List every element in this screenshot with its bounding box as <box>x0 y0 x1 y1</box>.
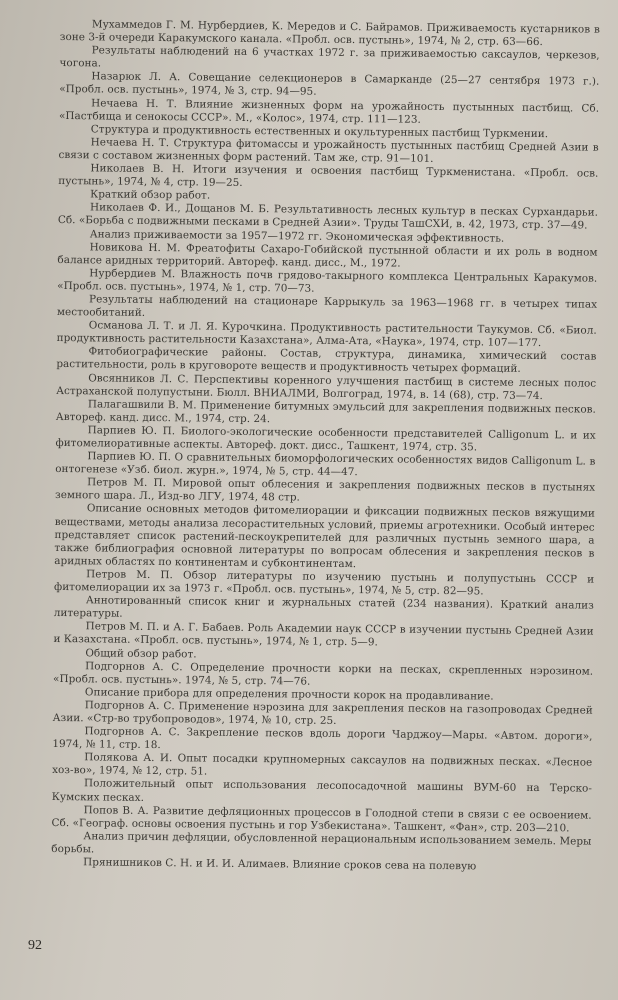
entry-annotation: Краткий обзор работ. <box>90 188 211 202</box>
entry-annotation: Анализ причин дефляции, обусловленной нерациональным использованием земель. Меры борьбы. <box>51 830 592 856</box>
entry-annotation: Описание основных методов фитомелиорации и фиксации подвижных песков вяжущими веществами, методы анализа лесорастительных условий, приемы агротехники. Особый интерес представляет список растений-пескоукрепителей для различных пустынь земного шара, а также библиография основной литературы по вопросам облесения и закрепления песков в аридных областях по континентам и субконтинентам. <box>54 502 595 570</box>
bibliography-entry: Османова Л. Т. и Л. Я. Курочкина. Продуктивность растительности Таукумов. Сб. «Биол. продуктивность растительности Казахстана», Алма-Ата, «Наука», 1974, стр. 107—177. <box>56 319 597 350</box>
entry-annotation: Результаты наблюдений на 6 участках 1972 г. за приживаемостью саксаулов, черкезов, чогона. <box>59 44 600 70</box>
bibliography-entry: Подгорнов А. С. Закрепление песков вдоль дороги Чарджоу—Мары. «Автом. дороги», 1974, № 11, стр. 18. <box>52 725 593 752</box>
bibliography-list <box>51 18 600 875</box>
bibliography-entry: Овсянников Л. С. Перспективы коренного улучшения пастбищ в системе лесных полос Астраханской полупустыни. Бюлл. ВНИАЛМИ, Волгоград, 1974, в. 14 (68), стр. 73—74. <box>56 371 597 402</box>
entry-annotation: Фитобиографические районы. Состав, структура, динамика, химический состав растительности, роль в круговороте веществ и продуктивность четырех формаций. <box>56 345 597 376</box>
bibliography-entry: Парпиев Ю. П. Биолого-экологические особенности представителей Calligonum L. и их фитомелиоративные аспекты. Автореф. докт. дисс., Ташкент, 1974, стр. 35. <box>55 424 596 454</box>
bibliography-entry: Подгорнов А. С. Определение прочности корки на песках, скрепленных нэрозином. «Пробл. осв. пустынь». 1974, № 5, стр. 74—76. <box>53 659 594 688</box>
bibliography-entry: Петров М. П. и А. Г. Бабаев. Роль Академии наук СССР в изучении пустынь Средней Азии и Казахстана. «Пробл. осв. пустынь», 1974, № 1, стр. 5—9. <box>53 620 594 649</box>
entry-annotation: Общий обзор работ. <box>85 646 197 660</box>
entry-annotation: Положительный опыт использования лесопосадочной машины ВУМ-60 на Терско-Кумских песках. <box>51 777 593 804</box>
entry-annotation: Описание прибора для определения прочности корок на продавливание. <box>84 686 494 703</box>
bibliography-entry: Нечаева Н. Т. Влияние жизненных форм на урожайность пустынных пастбищ. Сб. «Пастбища и сенокосы СССР». М., «Колос», 1974, стр. 111—123. <box>58 96 600 126</box>
entry-annotation: Аннотированный список книг и журнальных статей (234 названия). Краткий анализ литературы. <box>53 594 594 620</box>
bibliography-entry: Новикова Н. М. Фреатофиты Сахаро-Гобийской пустынной области и их роль в водном балансе аридных территорий. Автореф. канд. дисс., М., 1972. <box>57 240 598 270</box>
bibliography-entry: Мухаммедов Г. М. Нурбердиев, К. Мередов и С. Байрамов. Приживаемость кустарников в зоне 3-й очереди Каракумского канала. «Пробл. осв. пустынь», 1974, № 2, стр. 63—66. <box>59 18 600 49</box>
bibliography-entry: Палагашвили В. М. Применение битумных эмульсий для закрепления подвижных песков. Автореф. канд. дисс. М., 1974, стр. 24. <box>55 398 596 426</box>
bibliography-entry: Нечаева Н. Т. Структура фитомассы и урожайность пустынных пастбищ Средней Азии в связи с составом жизненных форм растений. Там же, стр. 91—101. <box>58 136 599 165</box>
bibliography-entry: Прянишников С. Н. и И. И. Алимаев. Влияние сроков сева на полевую <box>83 856 477 873</box>
entry-annotation: Анализ приживаемости за 1957—1972 гг. Экономическая эффективность. <box>89 227 505 245</box>
bibliography-entry: Парпиев Ю. П. О сравнительных биоморфологических особенностях видов Calligonum L. в онтогенезе «Узб. биол. журн.», 1974, № 5, стр. 44—47. <box>55 450 596 479</box>
bibliography-entry: Николаев В. Н. Итоги изучения и освоения пастбищ Туркменистана. «Пробл. осв. пустынь», 1974, № 4, стр. 19—25. <box>58 162 599 190</box>
bibliography-entry: Полякова А. И. Опыт посадки крупномерных саксаулов на подвижных песках. «Лесное хоз-во», 1974, № 12, стр. 51. <box>52 751 593 778</box>
bibliography-entry: Попов В. А. Развитие дефляционных процессов в Голодной степи в связи с ее освоением. Сб. «Географ. основы освоения пустынь и гор Узбекистана». Ташкент, «Фан», стр. 203—210. <box>51 803 592 835</box>
bibliography-entry: Петров М. П. Мировой опыт облесения и закрепления подвижных песков в пустынях земного шара. Л., Изд-во ЛГУ, 1974, 48 стр. <box>54 476 596 504</box>
bibliography-entry: Николаев Ф. И., Дощанов М. Б. Результативность лесных культур в песках Сурхандарьи. Сб. «Борьба с подвижными песками в Средней Азии». Труды ТашСХИ, в. 42, 1973, стр. 37—49. <box>57 201 599 232</box>
bibliography-entry: Нурбердиев М. Влажность почв грядово-такырного комплекса Центральных Каракумов. «Пробл. осв. пустынь», 1974, № 1, стр. 70—73. <box>57 267 598 295</box>
page-number: 92 <box>28 938 42 953</box>
bibliography-entry: Назарюк Л. А. Совещание селекционеров в Самарканде (25—27 сентября 1973 г.). «Пробл. осв. пустынь», 1974, № 3, стр. 94—95. <box>59 70 600 99</box>
entry-annotation: Результаты наблюдений на стационаре Каррыкуль за 1963—1968 гг. в четырех типах местообитаний. <box>56 293 598 319</box>
bibliography-entry: Петров М. П. Обзор литературы по изучению пустынь и полупустынь СССР и фитомелиорации их за 1973 г. «Пробл. осв. пустынь», 1974, № 5, стр. 82—95. <box>53 568 595 598</box>
entry-annotation: Структура и продуктивность естественных и окультуренных пастбищ Туркмении. <box>90 123 549 140</box>
bibliography-entry: Подгорнов А. С. Применение нэрозина для закрепления песков на газопроводах Средней Азии. «Стр-во трубопроводов», 1974, № 10, стр. 25. <box>52 699 593 727</box>
